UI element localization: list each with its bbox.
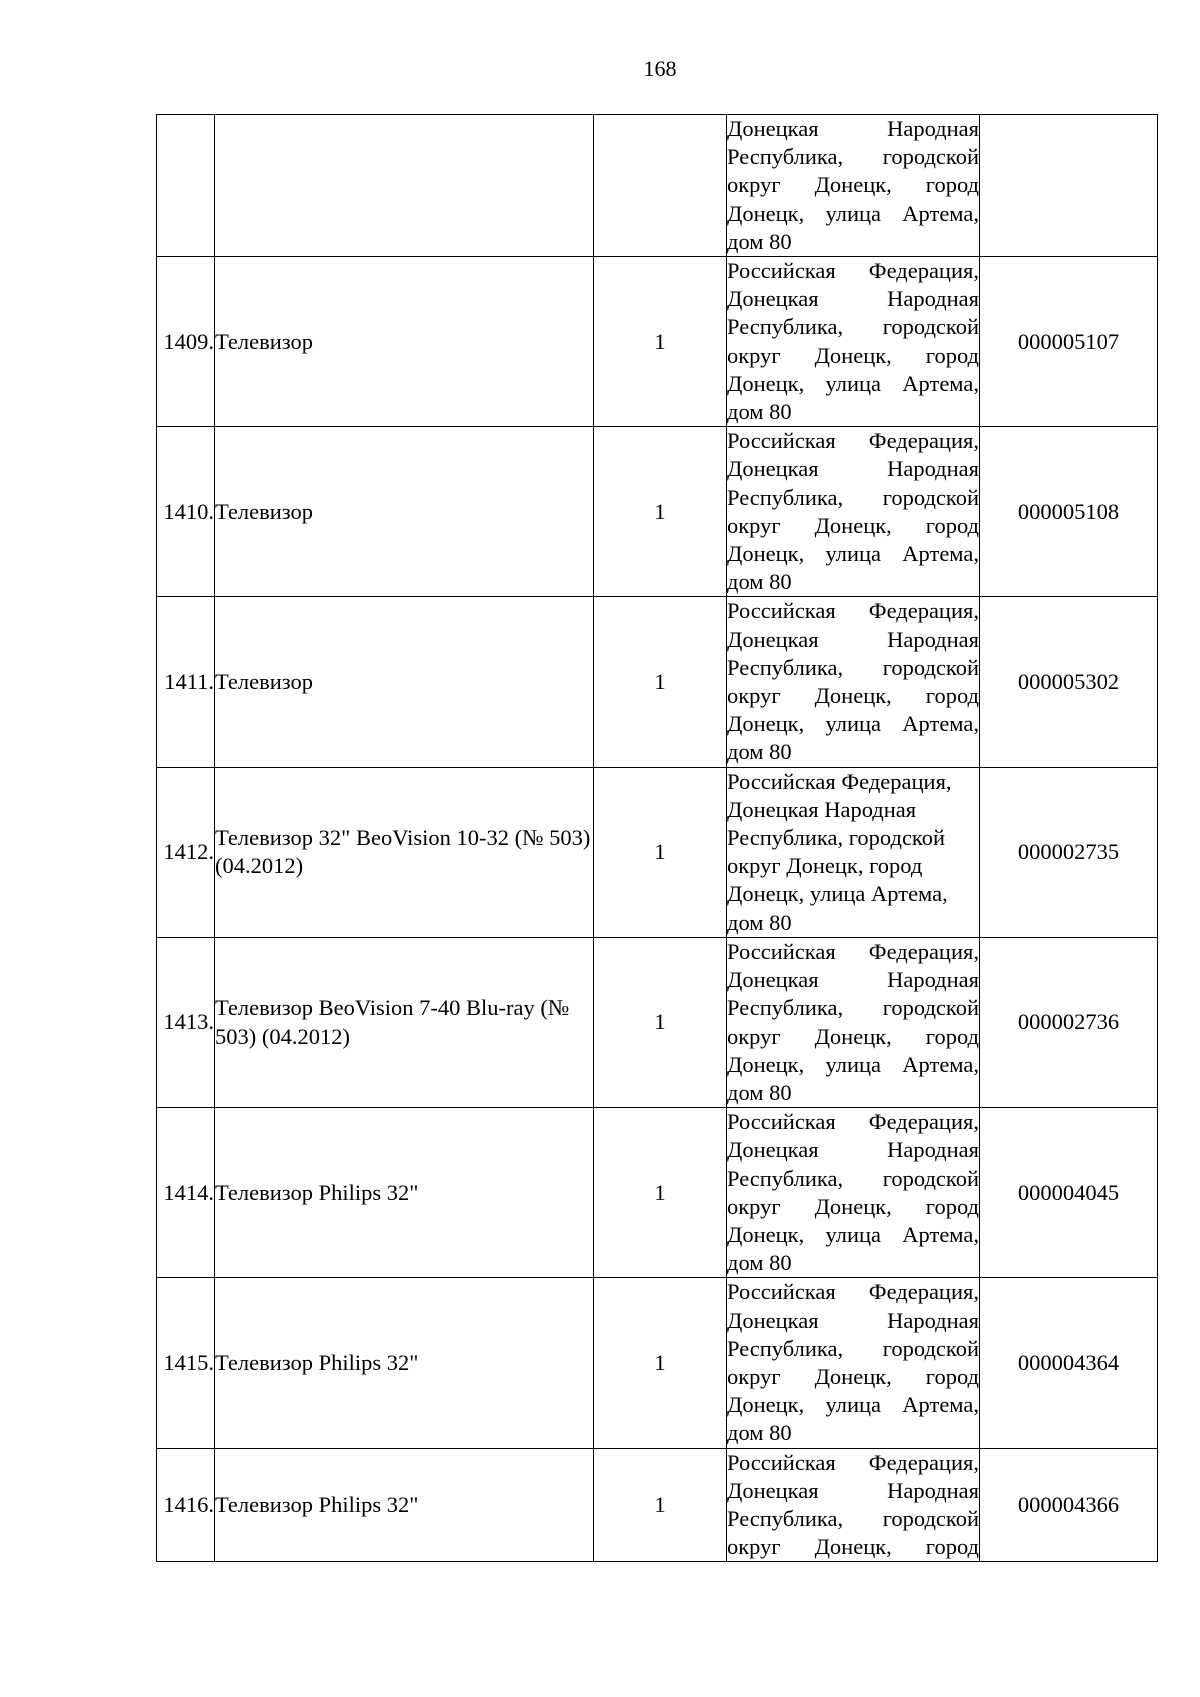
item-name-cell: Телевизор BeoVision 7-40 Blu-ray (№ 503) (04.2012) [215, 937, 594, 1107]
address-line: Российская Федерация, [727, 428, 979, 454]
row-number-cell: 1413. [157, 937, 215, 1107]
address-line: Российская Федерация, [727, 1279, 979, 1305]
table-row [157, 767, 1158, 937]
address-line: Донецк, улица Артема, [727, 541, 979, 567]
address-line: Республика, городской [727, 825, 946, 851]
address-line: округ Донецк, город [727, 1023, 979, 1049]
address-cell [727, 115, 980, 257]
address-cell [727, 597, 980, 767]
address-cell [727, 937, 980, 1107]
address-line: Донецк, улица Артема, [727, 711, 979, 737]
address-line: Российская Федерация, [727, 938, 979, 964]
quantity-cell: 1 [594, 1278, 727, 1448]
address-line: Российская Федерация, [727, 1449, 979, 1475]
row-number-cell: 1412. [157, 767, 215, 937]
item-name-cell: Телевизор Philips 32" [215, 1108, 594, 1278]
row-number-cell: 1415. [157, 1278, 215, 1448]
inventory-number-cell: 000005107 [980, 257, 1158, 427]
quantity-cell: 1 [594, 257, 727, 427]
table-row [157, 937, 1158, 1107]
address-line: Республика, городской [727, 484, 979, 510]
address-line: Донецкая Народная [727, 456, 979, 482]
address-line: Донецкая Народная [727, 1307, 979, 1333]
address-line: Донецкая Народная [727, 1477, 979, 1503]
address-cell [727, 1108, 980, 1278]
address-line: дом 80 [727, 1420, 792, 1446]
address-line: Республика, городской [727, 654, 979, 680]
inventory-number-cell: 000004366 [980, 1448, 1158, 1562]
item-name-cell: Телевизор [215, 257, 594, 427]
address-line: Донецкая Народная [727, 1137, 979, 1163]
item-name-cell: Телевизор Philips 32" [215, 1448, 594, 1562]
row-number-cell: 1410. [157, 427, 215, 597]
table-row [157, 257, 1158, 427]
table-row [157, 115, 1158, 257]
address-line: округ Донецк, город [727, 172, 979, 198]
inventory-table [156, 114, 1158, 1562]
address-line: округ Донецк, город [727, 1534, 979, 1560]
page-number: 168 [643, 56, 677, 81]
address-line: дом 80 [727, 739, 792, 765]
address-cell [727, 767, 980, 937]
address-line: дом 80 [727, 228, 792, 254]
inventory-number-cell: 000004045 [980, 1108, 1158, 1278]
address-cell [727, 1278, 980, 1448]
address-line: Донецк, улица Артема, [727, 1221, 979, 1247]
address-line: Донецк, улица Артема, [727, 200, 979, 226]
table-row [157, 1108, 1158, 1278]
inventory-table-body [157, 115, 1158, 1562]
quantity-cell: 1 [594, 597, 727, 767]
address-line: Донецк, улица Артема, [727, 1051, 979, 1077]
row-number-cell [157, 115, 215, 257]
address-cell [727, 427, 980, 597]
inventory-number-cell: 000004364 [980, 1278, 1158, 1448]
quantity-cell: 1 [594, 427, 727, 597]
address-line: Российская Федерация, [727, 258, 979, 284]
address-line: Донецкая Народная [727, 626, 979, 652]
address-line: Республика, городской [727, 1505, 979, 1531]
quantity-cell: 1 [594, 767, 727, 937]
address-line: Российская Федерация, [727, 768, 952, 794]
row-number-cell: 1414. [157, 1108, 215, 1278]
table-row [157, 1278, 1158, 1448]
address-line: Донецкая Народная [727, 116, 979, 141]
address-line: дом 80 [727, 569, 792, 595]
inventory-number-cell: 000002735 [980, 767, 1158, 937]
address-line: округ Донецк, город [727, 683, 979, 709]
address-line: дом 80 [727, 1250, 792, 1276]
item-name-cell: Телевизор [215, 597, 594, 767]
address-line: дом 80 [727, 909, 792, 935]
address-line: Донецкая Народная [727, 286, 979, 312]
address-line: Российская Федерация, [727, 598, 979, 624]
quantity-cell: 1 [594, 937, 727, 1107]
address-line: Республика, городской [727, 144, 979, 170]
address-line: Российская Федерация, [727, 1109, 979, 1135]
item-name-cell: Телевизор [215, 427, 594, 597]
table-row [157, 597, 1158, 767]
address-line: Донецк, улица Артема, [727, 1392, 979, 1418]
address-line: дом 80 [727, 399, 792, 425]
address-line: Республика, городской [727, 1165, 979, 1191]
address-cell [727, 1448, 980, 1562]
address-line: округ Донецк, город [727, 1193, 979, 1219]
row-number-cell: 1409. [157, 257, 215, 427]
inventory-number-cell [980, 115, 1158, 257]
quantity-cell: 1 [594, 1108, 727, 1278]
table-row [157, 427, 1158, 597]
address-line: Республика, городской [727, 995, 979, 1021]
address-line: округ Донецк, город [727, 1363, 979, 1389]
address-line: округ Донецк, город [727, 512, 979, 538]
address-line: Донецк, улица Артема, [727, 881, 948, 907]
address-line: Донецкая Народная [727, 796, 917, 822]
inventory-number-cell: 000005108 [980, 427, 1158, 597]
address-line: Донецк, улица Артема, [727, 370, 979, 396]
inventory-number-cell: 000005302 [980, 597, 1158, 767]
quantity-cell [594, 115, 727, 257]
item-name-cell [215, 115, 594, 257]
address-line: Республика, городской [727, 314, 979, 340]
address-cell [727, 257, 980, 427]
row-number-cell: 1411. [157, 597, 215, 767]
address-line: округ Донецк, город [727, 853, 923, 879]
row-number-cell: 1416. [157, 1448, 215, 1562]
table-row [157, 1448, 1158, 1562]
inventory-number-cell: 000002736 [980, 937, 1158, 1107]
address-line: Донецкая Народная [727, 967, 979, 993]
address-line: дом 80 [727, 1079, 792, 1105]
address-line: Республика, городской [727, 1335, 979, 1361]
item-name-cell: Телевизор 32" BeoVision 10-32 (№ 503) (04.2012) [215, 767, 594, 937]
quantity-cell: 1 [594, 1448, 727, 1562]
address-line: округ Донецк, город [727, 342, 979, 368]
item-name-cell: Телевизор Philips 32" [215, 1278, 594, 1448]
